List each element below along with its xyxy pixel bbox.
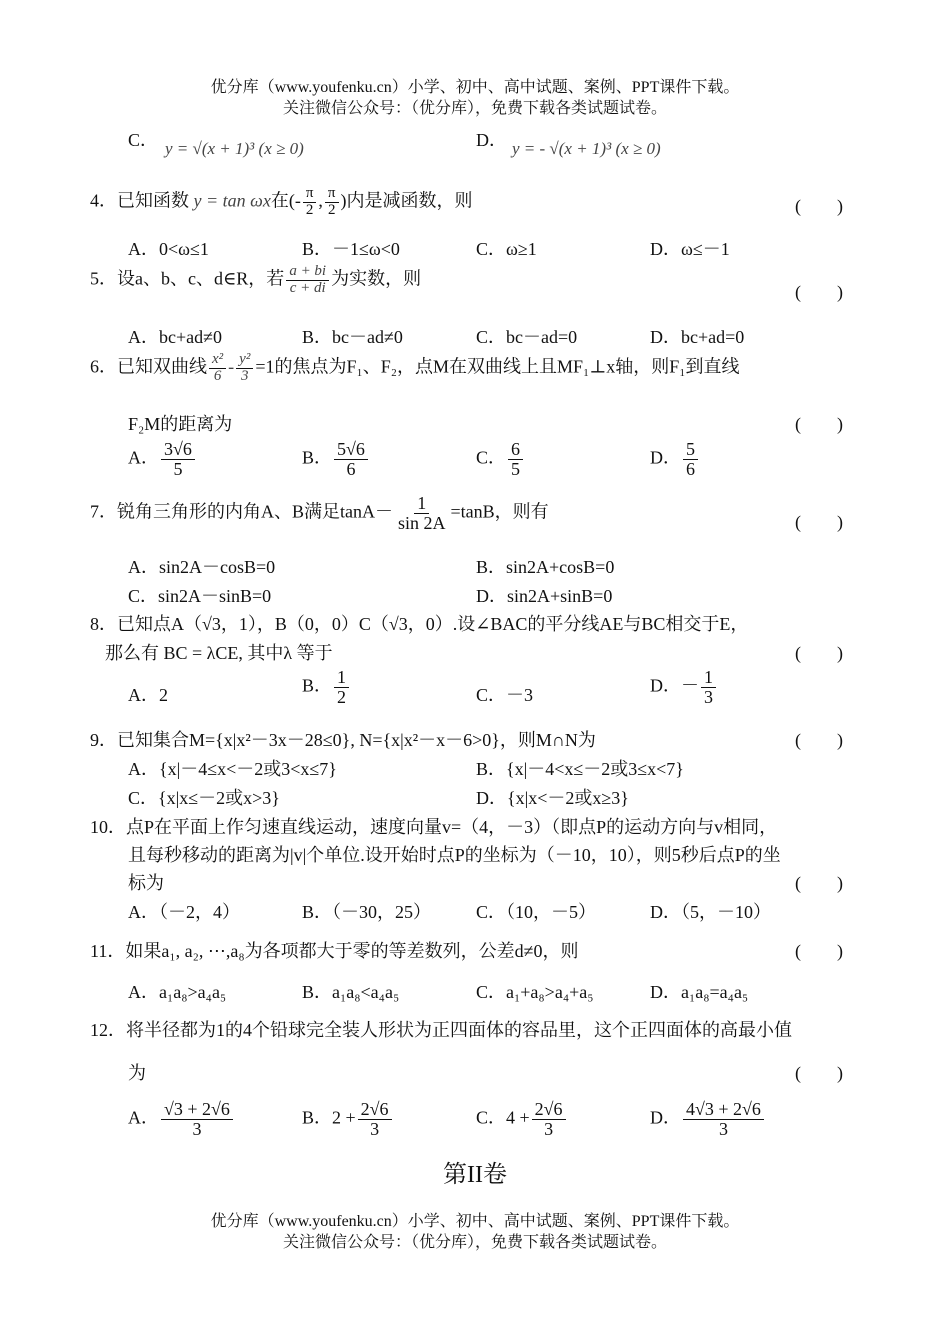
q6-option-c [476,440,525,479]
q6-fraction-y-den: 3 [240,367,249,384]
q5-stem [90,264,421,297]
q6-option-c-num: 6 [508,440,523,460]
q10-line2: 且每秒移动的距离为|v|个单位.设开始时点P的坐标为（－10，10），则5秒后点P的坐 [128,845,781,865]
q9-option-b: B．{x|－4<x≤－2或3≤x<7} [476,759,684,779]
q11-option-b: B．a₁a₈<a₄a₅ [302,982,400,1002]
q8-option-b-fraction [334,668,349,707]
q12-option-d-num: 4√3 + 2√6 [683,1100,764,1120]
q6-option-d-num: 5 [683,440,698,460]
q6-option-b-label: B． [302,447,333,468]
q10-line3: 标为 [128,873,164,893]
q12-option-c-label: C． [476,1107,507,1128]
q7-answer-paren: ( ) [795,512,843,532]
q9-option-d: D．{x|x<－2或x≥3} [476,788,629,808]
q5-answer-paren: ( ) [795,282,843,302]
q7-number: 7． [90,501,117,522]
q7-stem [90,494,549,533]
q6-stem [90,352,740,385]
q12-option-c [476,1100,568,1139]
q7-fraction [395,494,449,533]
section-title: 第II卷 [443,1162,507,1188]
q12-option-c-num: 2√6 [532,1100,566,1120]
footer-line-1: 优分库（www.youfenku.cn）小学、初中、高中试题、案例、PPT课件下载。 [210,1213,740,1230]
q3-option-c-label: C． [128,130,159,150]
q9-option-a: A．{x|－4≤x<－2或3<x≤7} [128,759,337,779]
q6-option-d-label: D． [650,447,681,468]
q4-fraction-1-num: π [303,186,317,203]
q12-option-d [650,1100,766,1139]
q4-function: y = tan ωx [193,190,271,211]
q12-option-b-den: 3 [370,1118,380,1139]
q6-fraction-x-num: x² [209,352,226,369]
q12-option-d-den: 3 [718,1118,728,1139]
q12-option-a-label: A． [128,1107,159,1128]
q8-option-d-label: D．－ [650,675,699,696]
header-line-1: 优分库（www.youfenku.cn）小学、初中、高中试题、案例、PPT课件下载。 [210,79,740,96]
q5-option-c: C．bc－ad=0 [476,327,578,347]
q8-option-c: C．－3 [476,685,534,705]
q10-answer-paren: ( ) [795,873,843,893]
q10-option-b: B．（－30，25） [302,902,432,922]
q6-option-d [650,440,700,479]
q12-stem [90,1016,792,1042]
q7-text-post: =tanB，则有 [450,501,549,522]
q10-stem [90,813,777,839]
q7-option-b: B．sin2A+cosB=0 [476,557,615,577]
q12-option-b-label: B． [302,1107,333,1128]
q7-fraction-den: sin 2A [398,512,446,533]
q12-option-b-prefix: 2 + [332,1107,356,1128]
q6-fraction-x [209,352,226,385]
q12-option-c-fraction [532,1100,566,1139]
q11-answer-paren: ( ) [795,941,843,961]
q8-option-d [650,668,718,707]
q7-option-c: C．sin2A－sinB=0 [128,586,272,606]
q9-option-c: C．{x|x≤－2或x>3} [128,788,280,808]
q3-option-d [476,126,507,152]
q5-text-post: 为实数，则 [331,268,422,289]
q12-option-b-num: 2√6 [358,1100,392,1120]
q4-stem [90,186,473,219]
q7-option-a: A．sin2A－cosB=0 [128,557,276,577]
q4-fraction-1 [303,186,317,219]
q6-answer-paren: ( ) [795,414,843,434]
q12-option-a [128,1100,235,1139]
q12-number: 12． [90,1020,126,1040]
q3-option-c-expr: y = √(x + 1)³ (x ≥ 0) [165,139,304,158]
q12-option-c-prefix: 4 + [506,1107,530,1128]
q10-option-d: D．（5，－10） [650,902,771,922]
q12-option-a-num: √3 + 2√6 [161,1100,233,1120]
q5-option-a: A．bc+ad≠0 [128,327,223,347]
q9-answer-paren: ( ) [795,730,843,750]
q3-option-c [128,126,158,152]
q4-text-pre: 已知函数 [117,190,189,211]
q5-option-b: B．bc－ad≠0 [302,327,403,347]
q4-comma: , [318,190,323,211]
q6-option-b [302,440,370,479]
q5-fraction-num: a + bi [286,264,329,281]
q6-option-b-den: 6 [346,458,356,479]
q6-text-post: =1的焦点为F₁、F₂，点M在双曲线上且MF₁⊥x轴，则F₁到直线 [255,356,740,377]
q7-option-d: D．sin2A+sinB=0 [476,586,613,606]
q5-number: 5． [90,268,117,289]
q8-line2: 那么有 BC = λCE, 其中λ 等于 [105,643,333,663]
q12-option-b-fraction [358,1100,392,1139]
q4-fraction-2-den: 2 [327,201,336,218]
q12-option-c-den: 3 [544,1118,554,1139]
q4-text-mid: 在(- [270,190,301,211]
q8-option-a: A．2 [128,685,168,705]
q10-option-a: A．（－2，4） [128,902,240,922]
q4-fraction-2-num: π [325,186,339,203]
q4-text-post: )内是减函数，则 [340,190,473,211]
q6-fraction-y-num: y² [236,352,253,369]
q4-option-b: B．－1≤ω<0 [302,239,400,259]
q8-line1: 已知点A（√3，1），B（0，0）C（√3，0）.设∠BAC的平分线AE与BC相交于E， [117,614,749,634]
q11-stem [90,937,579,963]
q6-option-a-fraction [161,440,195,479]
q8-option-b-den: 2 [337,686,347,707]
q6-option-d-fraction [683,440,698,479]
q6-option-c-den: 5 [511,458,521,479]
q6-option-d-den: 6 [686,458,695,479]
q6-text-pre: 已知双曲线 [117,356,207,377]
q6-option-a [128,440,197,479]
q11-text: 如果a₁, a₂, ⋯,a₈为各项都大于零的等差数列，公差d≠0，则 [125,941,579,961]
q8-number: 8． [90,614,117,634]
q12-line2: 为 [128,1063,146,1083]
q4-option-a: A．0<ω≤1 [128,239,209,259]
q8-option-d-num: 1 [701,668,716,688]
q8-option-d-fraction [701,668,716,707]
q6-option-a-label: A． [128,447,159,468]
q8-answer-paren: ( ) [795,643,843,663]
q6-option-c-label: C． [476,447,507,468]
q5-fraction-den: c + di [289,279,326,296]
q8-option-b-num: 1 [334,668,349,688]
q10-number: 10． [90,817,126,837]
q7-text-pre: 锐角三角形的内角A、B满足tanA－ [117,501,393,522]
header-line-2: 关注微信公众号：（优分库），免费下载各类试题试卷。 [282,100,667,117]
q6-fraction-x-den: 6 [213,367,222,384]
q8-option-d-den: 3 [704,686,713,707]
q6-option-c-fraction [508,440,523,479]
q4-fraction-2 [325,186,339,219]
q12-option-d-label: D． [650,1107,681,1128]
q11-number: 11． [90,941,126,961]
q11-option-c: C．a₁+a₈>a₄+a₅ [476,982,594,1002]
q9-text: 已知集合M={x|x²－3x－28≤0}, N={x|x²－x－6>0}，则M∩N为 [117,730,596,750]
q9-number: 9． [90,730,117,750]
q12-line1: 将半径都为1的4个铅球完全装人形状为正四面体的容品里，这个正四面体的高最小值 [126,1020,792,1040]
q4-fraction-1-den: 2 [305,201,314,218]
q4-answer-paren: ( ) [795,196,843,216]
q11-option-a: A．a₁a₈>a₄a₅ [128,982,227,1002]
q4-option-c: C．ω≥1 [476,239,537,259]
q7-fraction-num: 1 [414,494,429,514]
q6-minus: - [228,356,235,377]
q3-option-d-expr: y = - √(x + 1)³ (x ≥ 0) [512,139,661,158]
q12-option-a-fraction [161,1100,233,1139]
q6-option-a-num: 3√6 [161,440,195,460]
q9-stem [90,726,596,752]
q5-text-pre: 设a、b、c、d∈R，若 [117,268,285,289]
footer-line-2: 关注微信公众号：（优分库），免费下载各类试题试卷。 [282,1234,667,1251]
q8-option-b-label: B． [302,675,333,696]
q5-option-d: D．bc+ad=0 [650,327,745,347]
q12-option-d-fraction [683,1100,764,1139]
q5-fraction [286,264,329,297]
q3-option-d-label: D． [476,130,507,150]
q6-option-b-num: 5√6 [334,440,368,460]
q8-option-b [302,668,351,707]
q6-option-b-fraction [334,440,368,479]
q10-option-c: C．（10，－5） [476,902,597,922]
q4-option-d: D．ω≤－1 [650,239,730,259]
q12-option-b [302,1100,394,1139]
q12-answer-paren: ( ) [795,1063,843,1083]
q6-fraction-y [236,352,253,385]
q6-stem-line2: F₂M的距离为 [128,414,233,434]
q10-line1: 点P在平面上作匀速直线运动，速度向量v=（4，－3）（即点P的运动方向与v相同， [126,817,778,837]
q11-option-d: D．a₁a₈=a₄a₅ [650,982,749,1002]
q6-option-a-den: 5 [173,458,183,479]
q6-number: 6． [90,356,117,377]
q12-option-a-den: 3 [192,1118,202,1139]
q8-stem [90,610,748,636]
q4-number: 4． [90,190,117,211]
